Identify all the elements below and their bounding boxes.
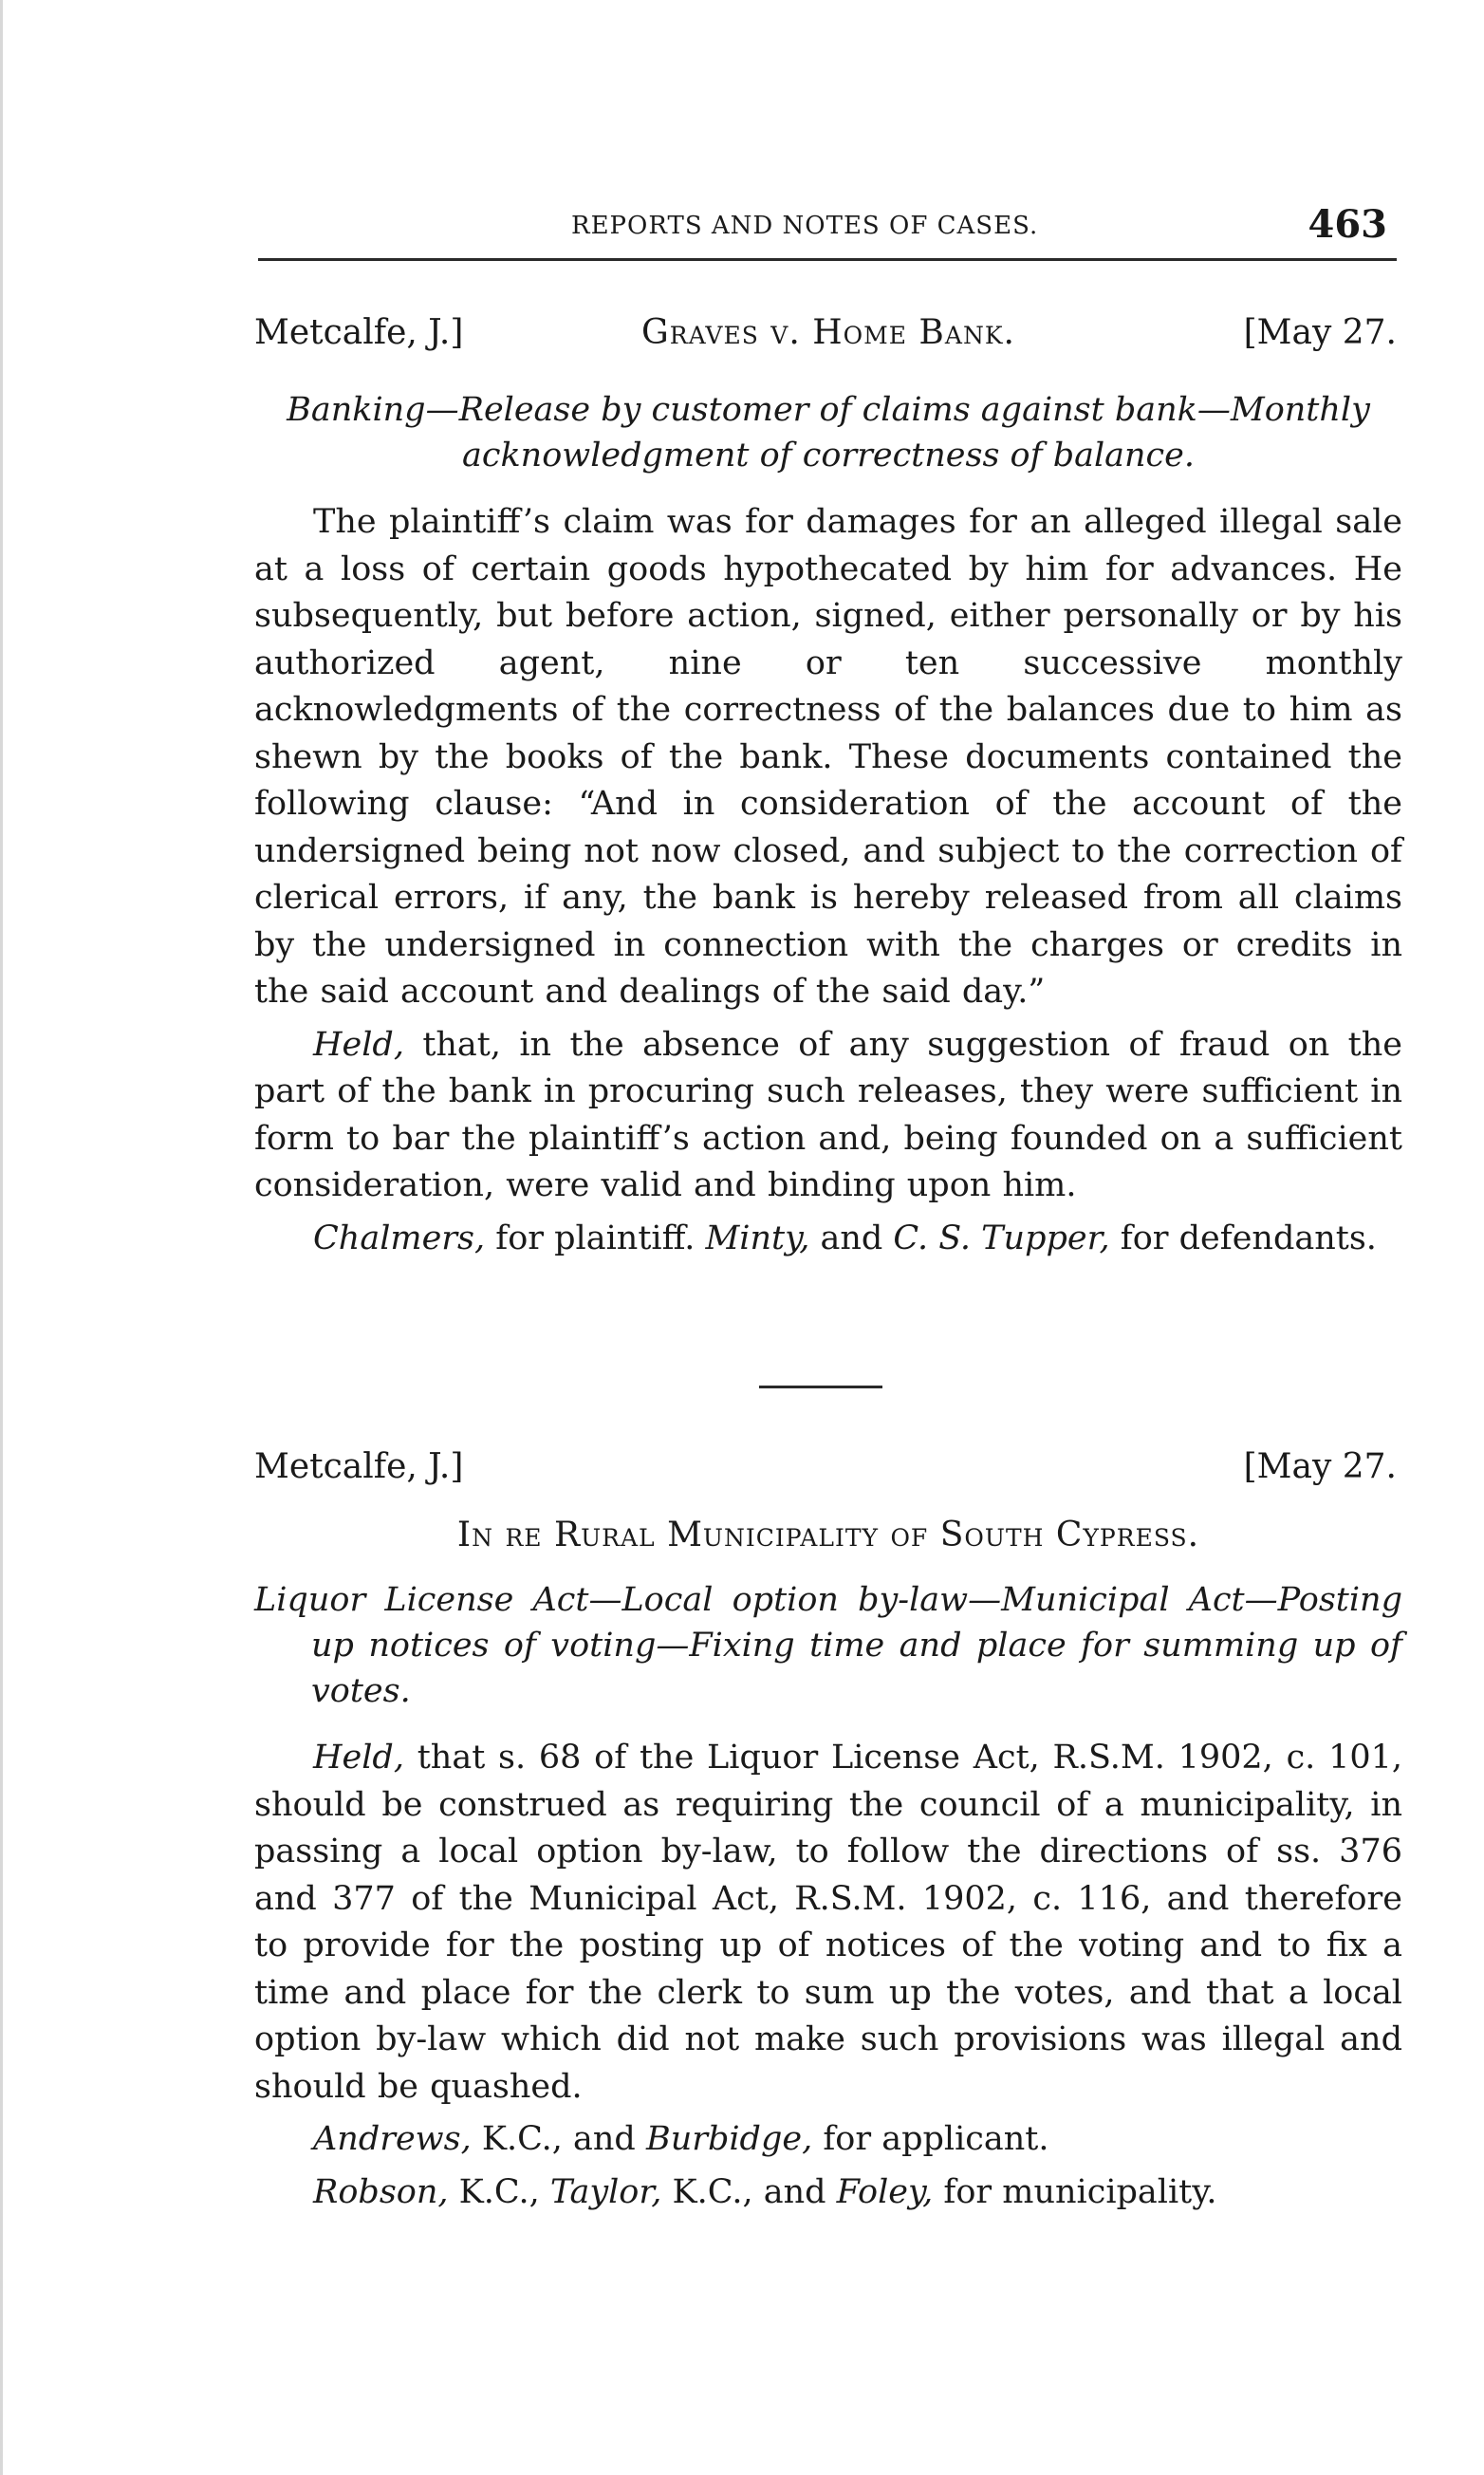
- running-head-title: REPORTS AND NOTES OF CASES.: [571, 212, 1039, 240]
- counsel-kc: K.C., and: [661, 2172, 837, 2211]
- counsel-name: Burbidge,: [645, 2120, 813, 2158]
- binding-edge: [0, 0, 3, 2475]
- held-label: Held,: [313, 1739, 404, 1777]
- held-label: Held,: [313, 1025, 404, 1064]
- counsel-kc: K.C.,: [448, 2172, 550, 2211]
- counsel-name: Robson,: [313, 2172, 449, 2211]
- held-paragraph: [254, 1735, 1402, 2111]
- counsel-name: Foley,: [836, 2172, 934, 2211]
- counsel-applicant-line: [254, 2116, 1402, 2164]
- headnote: [254, 387, 1402, 478]
- judge: Metcalfe, J.]: [254, 313, 464, 352]
- counsel-role: for plaintiff.: [485, 1219, 706, 1257]
- case-date: [May 27.: [1243, 313, 1397, 352]
- counsel-municipality-line: [254, 2169, 1402, 2217]
- case-date: [May 27.: [1243, 1447, 1397, 1486]
- counsel-name: Chalmers,: [313, 1219, 486, 1257]
- running-head: [258, 195, 1397, 251]
- header-rule: [258, 258, 1397, 261]
- headnote-line: Banking—Release by customer of claims against bank—Monthly: [287, 391, 1370, 429]
- headnote-line: acknowledgment of correctness of balance.: [461, 437, 1196, 475]
- held-text: that s. 68 of the Liquor License Act, R.S.M. 1902, c. 101, should be construed as requiring the council of a municipality, in passing a local option by-law, to follow the directions of ss. 376 and 377 of the Municipal Act, R.S.M. 1902, c. 116, and therefore to provide for the posting up of notices of the voting and to fix a time and place for the clerk to sum up the votes, and that a local option by-law which did not make such provisions was illegal and should be quashed.: [254, 1739, 1402, 2106]
- counsel-role: for defendants.: [1109, 1219, 1377, 1257]
- case-south-cypress: [254, 1447, 1402, 2216]
- counsel-name: Andrews,: [313, 2120, 472, 2158]
- case-separator-rule: [759, 1386, 882, 1388]
- headnote: Liquor License Act—Local option by-law—Municipal Act—Posting up notices of voting—Fixing time and place for summing up of votes.: [254, 1581, 1402, 1710]
- counsel-kc: K.C., and: [471, 2120, 646, 2158]
- case-title: Graves v. Home Bank.: [641, 313, 1015, 352]
- held-paragraph: [254, 1022, 1402, 1210]
- case-graves-v-home-bank: [254, 313, 1402, 1262]
- counsel-role: for municipality.: [933, 2172, 1217, 2211]
- page-number: 463: [1308, 202, 1387, 247]
- held-text: that, in the absence of any suggestion of fraud on the part of the bank in procuring such releases, they were sufficient in form to bar the plaintiff’s action and, being founded on a sufficient consideration, were valid and binding upon him.: [254, 1025, 1402, 1204]
- judge: Metcalfe, J.]: [254, 1447, 464, 1486]
- case-title: In re Rural Municipality of South Cypress.: [456, 1516, 1200, 1554]
- counsel-role: for applicant.: [812, 2120, 1049, 2158]
- counsel-name: Minty,: [705, 1219, 810, 1257]
- counsel-name: C. S. Tupper,: [893, 1219, 1110, 1257]
- counsel-line: [254, 1216, 1402, 1263]
- counsel-name: Taylor,: [549, 2172, 662, 2211]
- case-header: [254, 1447, 1402, 1504]
- case-header: [254, 313, 1402, 370]
- counsel-conjunction: and: [809, 1219, 894, 1257]
- facts-paragraph: The plaintiff’s claim was for damages for an alleged illegal sale at a loss of certain goods hypothecated by him for advances. He subsequently, but before action, signed, either personally or by his authorized agent, nine or ten successive monthly acknowledgments of the correctness of the balances due to him as shewn by the books of the bank. These documents contained the following clause: “And in consideration of the account of the undersigned being not now closed, and subject to the correction of clerical errors, if any, the bank is hereby released from all claims by the undersigned in connection with the charges or credits in the said account and dealings of the said day.”: [254, 503, 1402, 1011]
